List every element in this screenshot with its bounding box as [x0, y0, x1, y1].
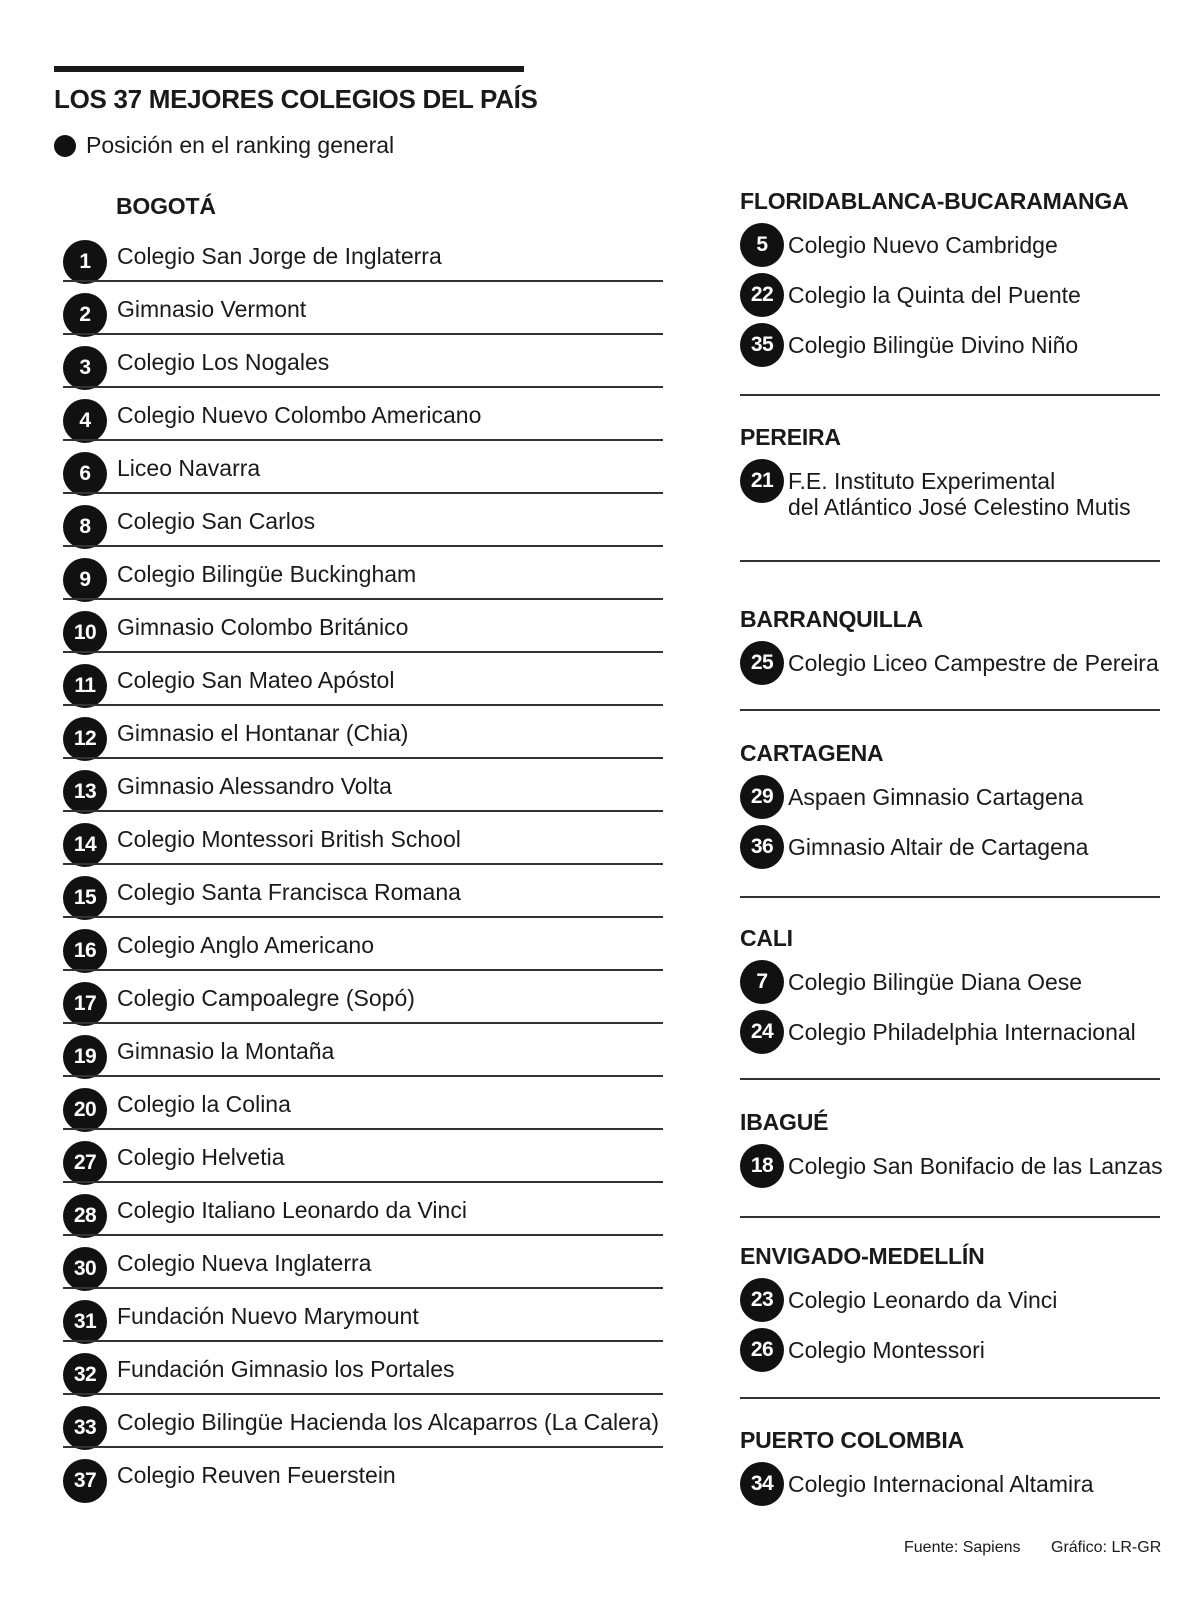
school-name: Colegio Leonardo da Vinci: [788, 1287, 1058, 1313]
school-name: Colegio San Bonifacio de las Lanzas: [788, 1153, 1163, 1179]
school-name: Colegio la Colina: [117, 1091, 291, 1117]
rank-badge: 1: [63, 240, 107, 284]
list-item: [63, 1402, 663, 1455]
rank-badge: 2: [63, 293, 107, 337]
school-name: Colegio Campoalegre (Sopó): [117, 985, 415, 1011]
section-divider: [740, 560, 1160, 562]
school-name-line2: del Atlántico José Celestino Mutis: [788, 494, 1131, 520]
section-divider: [740, 1397, 1160, 1399]
row-divider: [63, 1022, 663, 1024]
list-item: [740, 825, 1180, 875]
rank-badge: 32: [63, 1353, 107, 1397]
list-item: [63, 766, 663, 819]
list-item: [63, 1084, 663, 1137]
school-name: Colegio Bilingüe Buckingham: [117, 561, 417, 587]
school-name: Colegio Nuevo Cambridge: [788, 232, 1058, 258]
school-name: Colegio Liceo Campestre de Pereira: [788, 650, 1159, 676]
school-name: Colegio Helvetia: [117, 1144, 285, 1170]
rank-badge: 14: [63, 823, 107, 867]
school-name: Colegio San Carlos: [117, 508, 316, 534]
list-item: [63, 289, 663, 342]
list-item: [740, 1278, 1180, 1328]
school-name: Colegio Anglo Americano: [117, 932, 374, 958]
rank-badge: 8: [63, 505, 107, 549]
list-item: [63, 1349, 663, 1402]
rank-badge: 12: [63, 717, 107, 761]
list-item: [63, 501, 663, 554]
school-name: Colegio Bilingüe Divino Niño: [788, 332, 1079, 358]
rank-badge: 9: [63, 558, 107, 602]
school-name: Gimnasio Altair de Cartagena: [788, 834, 1089, 860]
list-item: [740, 223, 1180, 273]
school-name: Colegio Nuevo Colombo Americano: [117, 402, 482, 428]
row-divider: [63, 1340, 663, 1342]
row-divider: [63, 757, 663, 759]
school-name: Colegio Reuven Feuerstein: [117, 1462, 396, 1488]
rank-badge: 7: [740, 960, 784, 1004]
city-heading-puerto-colombia: PUERTO COLOMBIA: [740, 1427, 965, 1453]
list-item: [740, 1462, 1180, 1512]
rank-badge: 11: [63, 664, 107, 708]
list-item: [63, 554, 663, 607]
row-divider: [63, 704, 663, 706]
rank-badge: 35: [740, 323, 784, 367]
row-divider: [63, 651, 663, 653]
rank-badge: 37: [63, 1459, 107, 1503]
rank-badge: 36: [740, 825, 784, 869]
city-heading-barranquilla: BARRANQUILLA: [740, 606, 923, 632]
row-divider: [63, 1287, 663, 1289]
rank-badge: 26: [740, 1328, 784, 1372]
list-item: [740, 459, 1180, 523]
rank-badge: 24: [740, 1010, 784, 1054]
rank-badge: 5: [740, 223, 784, 267]
school-name: Colegio la Quinta del Puente: [788, 282, 1081, 308]
rank-badge: 27: [63, 1141, 107, 1185]
list-item: [63, 819, 663, 872]
list-item: [740, 323, 1180, 373]
city-heading-ibague: IBAGUÉ: [740, 1109, 829, 1135]
row-divider: [63, 492, 663, 494]
rank-badge: 6: [63, 452, 107, 496]
row-divider: [63, 1446, 663, 1448]
school-name: Fundación Gimnasio los Portales: [117, 1356, 455, 1382]
row-divider: [63, 333, 663, 335]
rank-badge: 34: [740, 1462, 784, 1506]
list-item: [63, 872, 663, 925]
school-name: Colegio Nueva Inglaterra: [117, 1250, 372, 1276]
list-item: [740, 641, 1180, 691]
list-item: [740, 775, 1180, 825]
school-name: Gimnasio Colombo Británico: [117, 614, 409, 640]
list-item: [63, 713, 663, 766]
rank-badge: 4: [63, 399, 107, 443]
rank-badge: 25: [740, 641, 784, 685]
list-item: [740, 1144, 1180, 1194]
list-item: [63, 978, 663, 1031]
section-divider: [740, 394, 1160, 396]
list-item: [63, 448, 663, 501]
list-item: [63, 1455, 663, 1508]
school-name: Colegio Bilingüe Diana Oese: [788, 969, 1083, 995]
legend-label: Posición en el ranking general: [86, 132, 395, 158]
list-item: [740, 960, 1180, 1010]
school-name: Gimnasio la Montaña: [117, 1038, 335, 1064]
row-divider: [63, 1234, 663, 1236]
row-divider: [63, 863, 663, 865]
rank-badge: 29: [740, 775, 784, 819]
school-name: Colegio Italiano Leonardo da Vinci: [117, 1197, 467, 1223]
list-item: [63, 342, 663, 395]
city-heading-envigado: ENVIGADO-MEDELLÍN: [740, 1243, 985, 1269]
row-divider: [63, 386, 663, 388]
school-name: Colegio Internacional Altamira: [788, 1471, 1094, 1497]
rank-badge: 20: [63, 1088, 107, 1132]
school-name: Colegio Montessori: [788, 1337, 985, 1363]
footer-credit: Gráfico: LR-GR: [1051, 1539, 1162, 1556]
list-item: [740, 273, 1180, 323]
rank-badge: 28: [63, 1194, 107, 1238]
city-heading-cali: CALI: [740, 925, 793, 951]
list-item: [740, 1010, 1180, 1060]
list-item: [63, 236, 663, 289]
list-item: [63, 660, 663, 713]
rank-badge: 33: [63, 1406, 107, 1450]
school-name: Gimnasio Vermont: [117, 296, 307, 322]
list-item: [740, 1328, 1180, 1378]
school-name-line1: F.E. Instituto Experimental: [788, 468, 1056, 494]
section-divider: [740, 1078, 1160, 1080]
row-divider: [63, 598, 663, 600]
row-divider: [63, 969, 663, 971]
row-divider: [63, 1075, 663, 1077]
list-item: [63, 1296, 663, 1349]
school-name: Aspaen Gimnasio Cartagena: [788, 784, 1084, 810]
row-divider: [63, 439, 663, 441]
section-divider: [740, 1216, 1160, 1218]
list-item: [63, 1190, 663, 1243]
rank-badge: 18: [740, 1144, 784, 1188]
list-item: [63, 925, 663, 978]
list-item: [63, 1243, 663, 1296]
school-name: Colegio Philadelphia Internacional: [788, 1019, 1136, 1045]
city-heading-bogota: BOGOTÁ: [116, 193, 216, 219]
rank-badge: 22: [740, 273, 784, 317]
row-divider: [63, 1393, 663, 1395]
footer-source: Fuente: Sapiens: [904, 1539, 1021, 1556]
rank-badge: 21: [740, 459, 784, 503]
list-item: [63, 1137, 663, 1190]
city-heading-floridablanca: FLORIDABLANCA-BUCARAMANGA: [740, 188, 1129, 214]
rank-badge: 15: [63, 876, 107, 920]
city-heading-cartagena: CARTAGENA: [740, 740, 884, 766]
rank-badge: 30: [63, 1247, 107, 1291]
page-title: LOS 37 MEJORES COLEGIOS DEL PAÍS: [54, 84, 538, 114]
row-divider: [63, 916, 663, 918]
school-name: Colegio Montessori British School: [117, 826, 461, 852]
rank-badge: 17: [63, 982, 107, 1026]
row-divider: [63, 1181, 663, 1183]
city-heading-pereira: PEREIRA: [740, 424, 841, 450]
school-name: Colegio Santa Francisca Romana: [117, 879, 461, 905]
rank-badge: 16: [63, 929, 107, 973]
rank-badge: 31: [63, 1300, 107, 1344]
rank-badge: 10: [63, 611, 107, 655]
school-name: Liceo Navarra: [117, 455, 261, 481]
school-name: Gimnasio el Hontanar (Chia): [117, 720, 409, 746]
list-item: [63, 395, 663, 448]
rank-badge: 3: [63, 346, 107, 390]
list-item: [63, 607, 663, 660]
school-name: Colegio San Mateo Apóstol: [117, 667, 395, 693]
school-name: Fundación Nuevo Marymount: [117, 1303, 419, 1329]
school-name: Gimnasio Alessandro Volta: [117, 773, 392, 799]
section-divider: [740, 896, 1160, 898]
row-divider: [63, 280, 663, 282]
rank-badge: 13: [63, 770, 107, 814]
school-name: Colegio Los Nogales: [117, 349, 330, 375]
rank-badge: 19: [63, 1035, 107, 1079]
rank-badge: 23: [740, 1278, 784, 1322]
row-divider: [63, 810, 663, 812]
school-name: Colegio Bilingüe Hacienda los Alcaparros (La Calera): [117, 1409, 660, 1435]
list-item: [63, 1031, 663, 1084]
school-name: Colegio San Jorge de Inglaterra: [117, 243, 442, 269]
section-divider: [740, 709, 1160, 711]
row-divider: [63, 545, 663, 547]
row-divider: [63, 1128, 663, 1130]
